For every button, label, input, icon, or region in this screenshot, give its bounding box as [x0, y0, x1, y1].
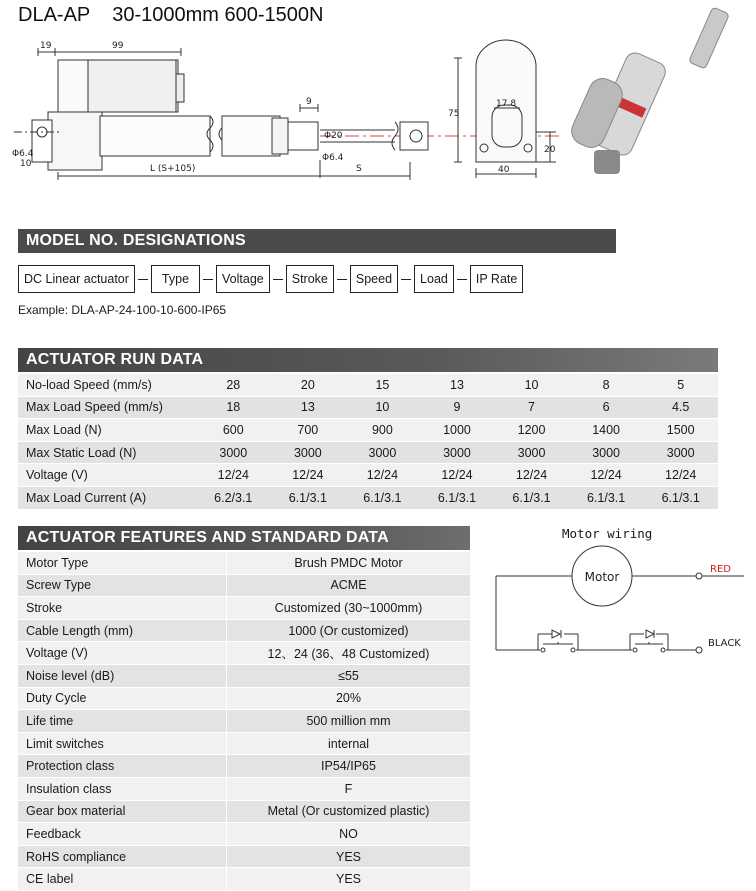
- features-value: 12、24 (36、48 Customized): [227, 642, 471, 665]
- run-data-row: [18, 374, 718, 396]
- features-value: Metal (Or customized plastic): [227, 800, 471, 823]
- run-data-cell: 12/24: [569, 464, 644, 487]
- dim-178: 17.8: [496, 99, 517, 109]
- features-value: YES: [227, 868, 471, 891]
- run-data-cell: 12/24: [271, 464, 346, 487]
- features-label: Duty Cycle: [18, 687, 227, 710]
- dim-S: S: [356, 164, 362, 174]
- desig-connector: [273, 279, 283, 280]
- run-data-cell: 3000: [569, 441, 644, 464]
- dim-10: 10: [20, 159, 32, 169]
- run-data-cell: 3000: [345, 441, 420, 464]
- run-data-row: [18, 464, 718, 487]
- dim-9: 9: [306, 97, 312, 107]
- features-label: Gear box material: [18, 800, 227, 823]
- features-row: [18, 845, 470, 868]
- designations-header: MODEL NO. DESIGNATIONS: [18, 229, 616, 253]
- run-data-cell: 6.1/3.1: [569, 486, 644, 509]
- run-data-cell: 10: [494, 374, 569, 396]
- run-data-cell: 6.2/3.1: [196, 486, 271, 509]
- dim-L: L (S+105): [150, 164, 196, 174]
- run-data-cell: 3000: [196, 441, 271, 464]
- run-data-cell: 6: [569, 396, 644, 419]
- desig-connector: [203, 279, 213, 280]
- features-row: [18, 687, 470, 710]
- run-data-cell: 15: [345, 374, 420, 396]
- run-data-label: Voltage (V): [18, 464, 196, 487]
- desig-box-ip-rate: IP Rate: [470, 265, 523, 293]
- run-data-row: [18, 441, 718, 464]
- run-data-cell: 12/24: [345, 464, 420, 487]
- run-data-cell: 18: [196, 396, 271, 419]
- desig-connector: [457, 279, 467, 280]
- run-data-cell: 12/24: [196, 464, 271, 487]
- dim-99: 99: [112, 41, 124, 51]
- run-data-cell: 5: [643, 374, 718, 396]
- designation-chain: [18, 265, 523, 293]
- wiring-title: Motor wiring: [562, 526, 653, 541]
- dim-19: 19: [40, 41, 52, 51]
- features-label: Feedback: [18, 823, 227, 846]
- desig-connector: [401, 279, 411, 280]
- run-data-cell: 9: [420, 396, 495, 419]
- features-value: 1000 (Or customized): [227, 619, 471, 642]
- run-data-cell: 600: [196, 419, 271, 442]
- run-data-cell: 4.5: [643, 396, 718, 419]
- desig-box-load: Load: [414, 265, 454, 293]
- run-data-label: Max Load Current (A): [18, 486, 196, 509]
- dim-20: 20: [544, 145, 556, 155]
- run-data-cell: 6.1/3.1: [271, 486, 346, 509]
- technical-drawing: [0, 0, 756, 215]
- dim-phi20: Φ20: [324, 131, 343, 141]
- model-spec: 30-1000mm 600-1500N: [112, 4, 324, 26]
- features-row: [18, 800, 470, 823]
- run-data-cell: 13: [271, 396, 346, 419]
- features-row: [18, 597, 470, 620]
- features-label: Cable Length (mm): [18, 619, 227, 642]
- features-value: Customized (30~1000mm): [227, 597, 471, 620]
- run-data-cell: 700: [271, 419, 346, 442]
- features-row: [18, 823, 470, 846]
- run-data-label: Max Load (N): [18, 419, 196, 442]
- dim-phi64-left: Φ6.4: [12, 149, 34, 159]
- run-data-cell: 3000: [271, 441, 346, 464]
- features-label: Limit switches: [18, 732, 227, 755]
- run-data-cell: 1200: [494, 419, 569, 442]
- run-data-row: [18, 419, 718, 442]
- run-data-cell: 3000: [420, 441, 495, 464]
- run-data-cell: 12/24: [643, 464, 718, 487]
- desig-box-voltage: Voltage: [216, 265, 270, 293]
- run-data-cell: 6.1/3.1: [345, 486, 420, 509]
- run-data-cell: 6.1/3.1: [494, 486, 569, 509]
- desig-box-actuator: DC Linear actuator: [18, 265, 135, 293]
- designation-example: Example: DLA-AP-24-100-10-600-IP65: [18, 303, 227, 317]
- motor-label: Motor: [584, 570, 620, 584]
- run-data-label: No-load Speed (mm/s): [18, 374, 196, 396]
- red-wire-label: RED: [710, 564, 731, 575]
- features-label: Stroke: [18, 597, 227, 620]
- desig-connector: [337, 279, 347, 280]
- black-wire-label: BLACK: [708, 638, 741, 649]
- features-row: [18, 710, 470, 733]
- features-row: [18, 574, 470, 597]
- features-label: Insulation class: [18, 777, 227, 800]
- features-row: [18, 755, 470, 778]
- run-data-row: [18, 486, 718, 509]
- wiring-diagram: [486, 540, 756, 660]
- dim-75: 75: [448, 109, 460, 119]
- run-data-cell: 12/24: [494, 464, 569, 487]
- features-header: ACTUATOR FEATURES AND STANDARD DATA: [18, 526, 470, 550]
- run-data-cell: 1500: [643, 419, 718, 442]
- features-label: Voltage (V): [18, 642, 227, 665]
- features-value: 500 million mm: [227, 710, 471, 733]
- features-label: Protection class: [18, 755, 227, 778]
- features-row: [18, 664, 470, 687]
- dim-phi64-right: Φ6.4: [322, 153, 344, 163]
- features-row: [18, 868, 470, 891]
- run-data-cell: 12/24: [420, 464, 495, 487]
- features-value: F: [227, 777, 471, 800]
- run-data-cell: 13: [420, 374, 495, 396]
- actuator-photo: [567, 7, 729, 174]
- run-data-table: [18, 374, 718, 510]
- run-data-cell: 1400: [569, 419, 644, 442]
- run-data-label: Max Static Load (N): [18, 441, 196, 464]
- features-label: Screw Type: [18, 574, 227, 597]
- run-data-cell: 900: [345, 419, 420, 442]
- features-label: RoHS compliance: [18, 845, 227, 868]
- features-value: ≤55: [227, 664, 471, 687]
- desig-box-stroke: Stroke: [286, 265, 334, 293]
- features-label: Life time: [18, 710, 227, 733]
- run-data-cell: 10: [345, 396, 420, 419]
- features-row: [18, 732, 470, 755]
- desig-box-type: Type: [151, 265, 200, 293]
- features-table: [18, 552, 470, 891]
- features-value: YES: [227, 845, 471, 868]
- features-label: CE label: [18, 868, 227, 891]
- desig-box-speed: Speed: [350, 265, 398, 293]
- model-name: DLA-AP: [18, 4, 91, 26]
- features-value: ACME: [227, 574, 471, 597]
- run-data-label: Max Load Speed (mm/s): [18, 396, 196, 419]
- run-data-row: [18, 396, 718, 419]
- features-label: Motor Type: [18, 552, 227, 574]
- run-data-cell: 3000: [643, 441, 718, 464]
- features-label: Noise level (dB): [18, 664, 227, 687]
- features-value: Brush PMDC Motor: [227, 552, 471, 574]
- features-value: NO: [227, 823, 471, 846]
- run-data-cell: 6.1/3.1: [420, 486, 495, 509]
- dim-40: 40: [498, 165, 510, 175]
- run-data-cell: 8: [569, 374, 644, 396]
- features-value: 20%: [227, 687, 471, 710]
- run-data-cell: 3000: [494, 441, 569, 464]
- run-data-header: ACTUATOR RUN DATA: [18, 348, 718, 372]
- run-data-cell: 1000: [420, 419, 495, 442]
- run-data-cell: 6.1/3.1: [643, 486, 718, 509]
- features-value: IP54/IP65: [227, 755, 471, 778]
- features-row: [18, 619, 470, 642]
- features-row: [18, 642, 470, 665]
- features-value: internal: [227, 732, 471, 755]
- run-data-cell: 20: [271, 374, 346, 396]
- features-row: [18, 552, 470, 574]
- features-row: [18, 777, 470, 800]
- desig-connector: [138, 279, 148, 280]
- run-data-cell: 7: [494, 396, 569, 419]
- run-data-cell: 28: [196, 374, 271, 396]
